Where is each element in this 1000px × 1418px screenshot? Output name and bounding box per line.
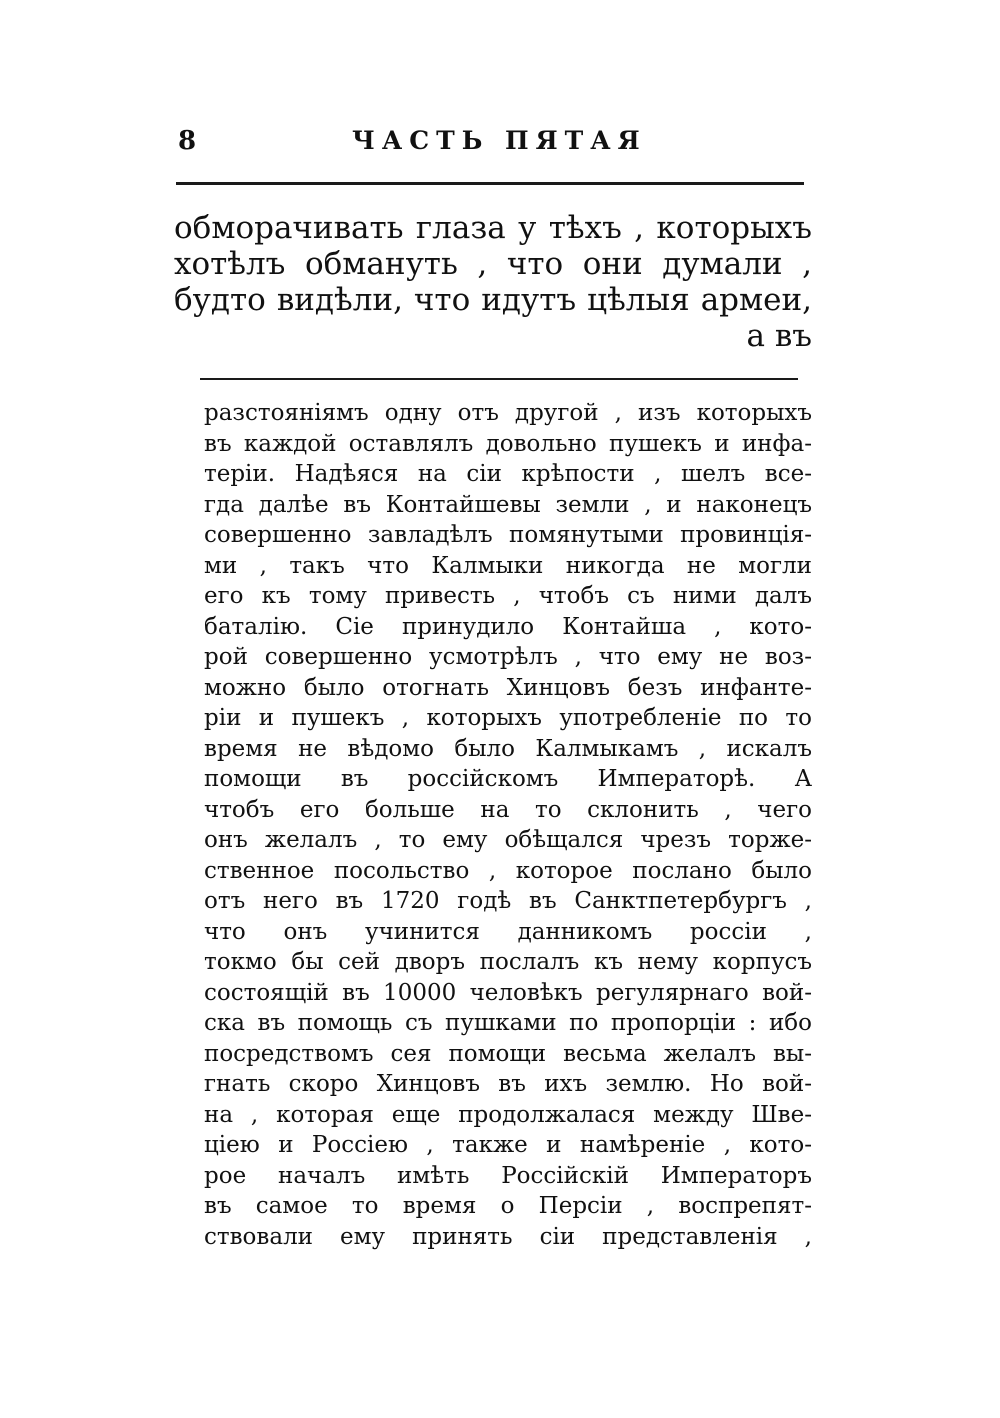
footnote-line: состоящiй въ 10000 человѣкъ регулярнаго вой- [204,979,812,1006]
footnote-line: онъ желалъ , то ему обѣщался чрезъ торже- [204,827,812,853]
footnote-line: въ каждой оставлялъ довольно пушекъ и инфа- [204,430,812,457]
main-text-block [174,210,812,354]
footnote-line: совершенно завладѣлъ помянутыми провинцiя- [204,522,812,548]
footnote-line: разстояніямъ одну отъ другой , изъ которыхъ [204,400,812,426]
main-text-line: обморачивать глаза у тѣхъ , которыхъ [174,210,812,246]
main-text-line: а въ [746,318,812,354]
footnote-rule [200,378,798,380]
footnote-line: посредствомъ сея помощи весьма желалъ вы- [204,1040,812,1067]
running-head [172,122,812,162]
footnote-line: гда далѣе въ Контайшевы земли , и наконецъ [204,491,812,518]
footnote-line: рой совершенно усмотрѣлъ , что ему не воз- [204,644,812,670]
chapter-title: ЧАСТЬ ПЯТАЯ [352,126,647,155]
page-number: 8 [178,126,197,156]
footnote-line: токмо бы сей дворъ послалъ къ нему корпусъ [204,949,812,975]
footnote-line: ствовали ему принять сiи представленiя , [204,1223,812,1250]
footnote-line: отъ него въ 1720 годѣ въ Санктпетербургъ , [204,888,812,914]
header-rule [176,182,804,185]
footnote-line: ми , такъ что Калмыки никогда не могли [204,552,812,579]
footnote-line: терiи. Надѣяся на сiи крѣпости , шелъ все- [204,461,812,487]
footnote-line: цiею и Россiею , также и намѣренiе , кото- [204,1132,812,1158]
footnote-line: можно было отогнать Хинцовъ безъ инфанте- [204,674,812,701]
footnote-line: время не вѣдомо было Калмыкамъ , искалъ [204,735,812,762]
footnote-line: чтобъ его больше на то склонить , чего [204,796,812,823]
footnote-line: ственное посольство , которое послано было [204,857,812,884]
footnote-line: баталiю. Сiе принудило Контайша , кото- [204,613,812,640]
footnote-line: ска въ помощь съ пушками по пропорцiи : ибо [204,1010,812,1036]
main-text-line: хотѣлъ обмануть , что они думали , [174,246,812,282]
footnote-line: гнать скоро Хинцовъ въ ихъ землю. Но вой- [204,1071,812,1097]
footnote-line: что онъ учинится данникомъ россiи , [204,918,812,945]
footnote-line: рое началъ имѣть Россiйскiй Императоръ [204,1162,812,1189]
footnote-line: на , которая еще продолжалася между Шве- [204,1101,812,1128]
footnote-block [204,398,812,1252]
footnote-line: рiи и пушекъ , которыхъ употребленiе по то [204,705,812,731]
footnote-line: его къ тому привесть , чтобъ съ ними далъ [204,583,812,609]
footnote-line: въ самое то время о Персiи , воспрепят- [204,1193,812,1219]
main-text-line: будто видѣли, что идутъ цѣлыя армеи, [174,282,812,318]
footnote-line: помощи въ россiйскомъ Императорѣ. А [204,766,812,792]
